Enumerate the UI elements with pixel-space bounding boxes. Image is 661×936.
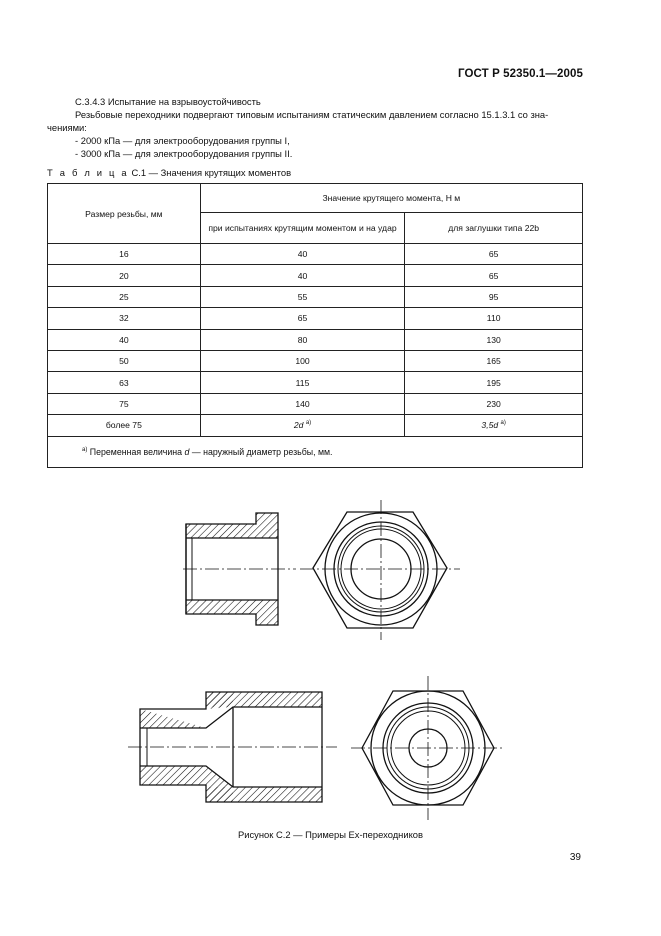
cell-size: 75	[48, 393, 201, 414]
cell-size: 20	[48, 265, 201, 286]
header-torque-group: Значение крутящего момента, Н м	[200, 184, 582, 213]
figure-caption: Рисунок С.2 — Примеры Ех-переходников	[238, 829, 423, 840]
cell-size: 16	[48, 244, 201, 265]
cell-size: более 75	[48, 415, 201, 436]
cell-plug: 230	[405, 393, 583, 414]
cell-torque: 80	[200, 329, 405, 350]
cell-size: 25	[48, 286, 201, 307]
cell-torque: 100	[200, 350, 405, 371]
cell-torque: 115	[200, 372, 405, 393]
cell-size: 50	[48, 350, 201, 371]
cell-plug: 65	[405, 265, 583, 286]
header-thread-size: Размер резьбы, мм	[48, 184, 201, 244]
cell-plug: 165	[405, 350, 583, 371]
header-plug-22b: для заглушки типа 22b	[405, 213, 583, 244]
header-torque-impact: при испытаниях крутящим моментом и на удар	[200, 213, 405, 244]
cell-plug: 130	[405, 329, 583, 350]
table-title: С.1 — Значения крутящих моментов	[131, 167, 292, 178]
adapter-section-view-1	[183, 513, 296, 625]
cell-torque: 40	[200, 244, 405, 265]
cell-size: 40	[48, 329, 201, 350]
list-item-group-1: - 2000 кПа — для электрооборудования группы I,	[75, 135, 290, 146]
formula-3-5d: 3,5d	[481, 420, 499, 431]
paragraph-line-1: Резьбовые переходники подвергают типовым испытаниям статическим давлением согласно 15.1.3.1 со зна-	[75, 109, 549, 120]
adapter-hex-end-view-2	[351, 676, 505, 820]
footnote-ref: а)	[500, 420, 506, 427]
cell-plug: 110	[405, 308, 583, 329]
cell-plug: 95	[405, 286, 583, 307]
section-heading: С.3.4.3 Испытание на взрывоустойчивость	[75, 96, 261, 107]
cell-torque: 40	[200, 265, 405, 286]
adapter-hex-end-view-1	[300, 500, 460, 640]
cell-torque: 140	[200, 393, 405, 414]
list-item-group-2: - 3000 кПа — для электрооборудования группы II.	[75, 148, 293, 159]
cell-plug: 195	[405, 372, 583, 393]
paragraph-line-2: чениями:	[47, 122, 87, 133]
footnote-ref: а)	[305, 420, 312, 427]
adapter-section-view-2	[128, 692, 337, 802]
cell-torque: 55	[200, 286, 405, 307]
footnote-var: d	[184, 446, 190, 457]
footnote-mark: а)	[82, 446, 88, 453]
cell-size: 63	[48, 372, 201, 393]
cell-plug: 65	[405, 244, 583, 265]
cell-size: 32	[48, 308, 201, 329]
footnote-text: Переменная величина	[89, 446, 183, 457]
table-label: Т а б л и ц а	[47, 167, 129, 178]
formula-2d: 2d	[293, 420, 304, 431]
document-header: ГОСТ Р 52350.1—2005	[458, 68, 583, 80]
page-number: 39	[569, 852, 581, 863]
footnote-text-end: — наружный диаметр резьбы, мм.	[191, 446, 333, 457]
cell-torque: 65	[200, 308, 405, 329]
